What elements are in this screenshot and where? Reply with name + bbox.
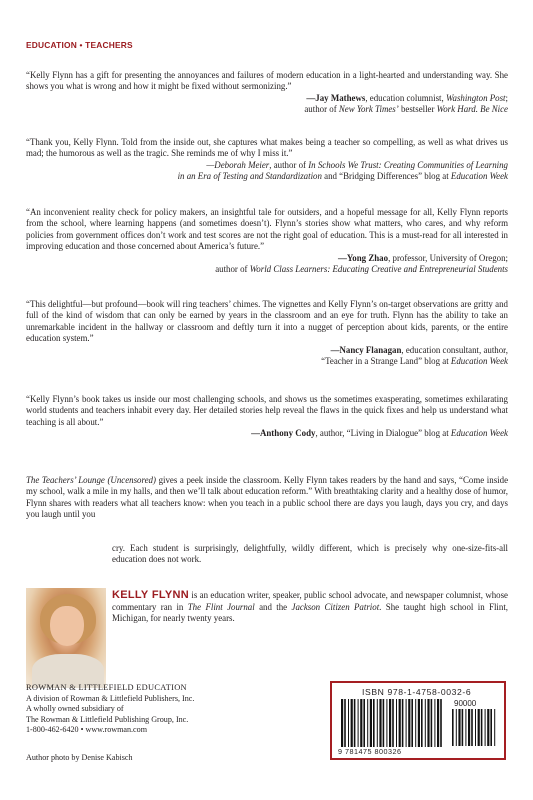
publisher-name: ROWMAN & LITTLEFIELD EDUCATION <box>26 683 187 692</box>
barcode-bars <box>341 699 445 747</box>
book-description: The Teachers’ Lounge (Uncensored) gives a peek inside the classroom. Kelly Flynn takes readers by the hand and says, “Come inside my school, walk a mile in my halls, and then we’ll talk about education reform.” With breathtaking clarity and a healthy dose of humor, Flynn shares with readers what all teachers know: when you teach in a public school there are days you laugh, days you cry, and days you laugh until you <box>26 475 509 520</box>
quote-text: “Kelly Flynn has a gift for presenting the annoyances and failures of modern education in a light-hearted and understanding way. She shows you what is wrong and how it might be fixed without sermonizing.” <box>26 70 508 92</box>
barcode-number: 9 781475 800326 <box>338 747 402 756</box>
barcode-box <box>330 681 506 760</box>
barcode-addon-bars <box>452 709 498 746</box>
publisher-line: A wholly owned subsidiary of <box>26 704 124 714</box>
quote-text: “An inconvenient reality check for policy makers, an insightful tale for outsiders, and a hopeful message for all, Kelly Flynn reports from the school, where learning happens (and sometimes doesn’t). Flynn’s stories show what matters, who cares, and why reform policies from government offices don’t work and test scores are not the right goal of education. This is a must-read for all interested in improving education and those concerned about America’s future.” <box>26 207 508 252</box>
quote-attribution-2: “Teacher in a Strange Land” blog at Education Week <box>321 356 508 367</box>
review-quote-5 <box>26 394 508 440</box>
publisher-line: A division of Rowman & Littlefield Publishers, Inc. <box>26 693 195 703</box>
quote-attribution: —Deborah Meier, author of In Schools We Trust: Creating Communities of Learning <box>206 159 508 170</box>
author-bio: KELLY FLYNN is an education writer, speaker, public school advocate, and newspaper columnist, whose commentary ran in The Flint Journal and the Jackson Citizen Patriot. She taught high school in Flint, Michigan, for nearly twenty years. <box>112 589 509 624</box>
author-name: KELLY FLYNN <box>112 589 190 601</box>
book-title: The Teachers’ Lounge (Uncensored) <box>26 475 156 485</box>
quote-attribution: —Yong Zhao, professor, University of Oregon; <box>338 252 508 263</box>
category-label: EDUCATION • TEACHERS <box>26 40 133 50</box>
quote-text: “This delightful—but profound—book will ring teachers’ chimes. The vignettes and Kelly Flynn’s on-target observations are gritty and full of the kind of wisdom that can only be earned by years in the classroom and an eye for truth. Flynn has the ability to take an unremarkable incident in the hallway or classroom and deftly turn it into a nugget of perception about kids, parents, or the entire education system.” <box>26 299 508 344</box>
review-quote-3 <box>26 207 508 275</box>
photo-credit: Author photo by Denise Kabisch <box>26 753 133 762</box>
quote-attribution-2: in an Era of Testing and Standardization and “Bridging Differences” blog at Education Week <box>177 171 508 182</box>
isbn-label: ISBN 978-1-4758-0032-6 <box>362 687 472 697</box>
quote-text: “Thank you, Kelly Flynn. Told from the inside out, she captures what makes being a teacher so compelling, as well as what drives us mad; the humorous as well as the tragic. She reminds me of why I miss it.” <box>26 137 508 159</box>
publisher-line: 1-800-462-6420 • www.rowman.com <box>26 725 147 735</box>
quote-attribution: —Nancy Flanagan, education consultant, author, <box>330 344 508 355</box>
book-description-tail: cry. Each student is surprisingly, delightfully, wildly different, which is precisely why one-size-fits-all education does not work. <box>112 543 508 565</box>
barcode-addon-number: 90000 <box>454 699 477 708</box>
publisher-info <box>26 683 194 736</box>
quote-text: “Kelly Flynn’s book takes us inside our most challenging schools, and shows us the sometimes exasperating, sometimes exhilarating world students and teachers inhabit every day. Her detailed stories help reveal the flaws in the quick fixes and help us understand what teaching is all about.” <box>26 394 508 427</box>
review-quote-4 <box>26 299 508 367</box>
quote-attribution: —Anthony Cody, author, “Living in Dialogue” blog at Education Week <box>251 428 508 439</box>
publisher-line: The Rowman & Littlefield Publishing Group, Inc. <box>26 714 189 724</box>
author-photo <box>26 588 106 688</box>
review-quote-1 <box>26 70 508 116</box>
quote-attribution-2: author of World Class Learners: Educating Creative and Entrepreneurial Students <box>215 264 508 275</box>
quote-attribution-2: author of New York Times’ bestseller Work Hard. Be Nice <box>304 104 508 115</box>
quote-attribution: —Jay Mathews, education columnist, Washington Post; <box>306 92 508 103</box>
review-quote-2 <box>26 137 508 183</box>
